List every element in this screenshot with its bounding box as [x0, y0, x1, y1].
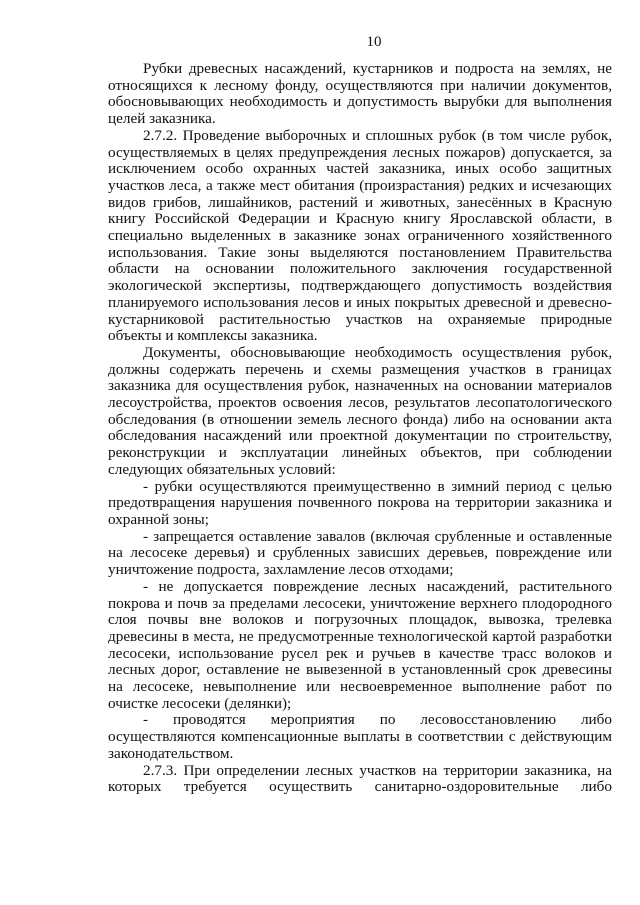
- list-item-no-damage: - не допускается повреждение лесных насаждений, растительного покрова и почв за пределами лесосеки, уничтожение верхнего плодородного слоя почвы вне волоков и погрузочных площадок, вывозка, трелевка древесины в места, не предусмотренные технологической картой разработки лесосеки, использование русел рек и ручьев в качестве трасс волоков и лесных дорог, оставление не вывезенной в установленный срок древесины на лесосеке, невыполнение или несвоевременное выполнение работ по очистке лесосеки (делянки);: [108, 577, 612, 712]
- page-number: 10: [366, 34, 382, 50]
- paragraph-non-forest-felling: Рубки древесных насаждений, кустарников и подроста на землях, не относящихся к лесному фонду, осуществляются при наличии документов, обосновывающих необходимость и допустимость вырубки для выполнения целей заказника.: [108, 60, 612, 128]
- paragraph-felling-documents: Документы, обосновывающие необходимость осуществления рубок, должны содержать перечень и схемы размещения участков в границах заказника для осуществления рубок, назначенных на основании материалов лесоустройства, проектов освоения лесов, результатов лесопатологического обследования (в отношении земель лесного фонда) либо на основании акта обследования насаждений или проектной документации по строительству, реконструкции и эксплуатации линейных объектов, при соблюдении следующих обязательных условий:: [108, 343, 612, 478]
- paragraph-2-7-3: 2.7.3. При определении лесных участков на территории заказника, на которых требуется осуществить санитарно-оздоровительные либо: [108, 761, 612, 796]
- paragraph-2-7-2: 2.7.2. Проведение выборочных и сплошных рубок (в том числе рубок, осуществляемых в целях предупреждения лесных пожаров) допускается, за исключением особо охранных частей заказника, иных особо защитных участков леса, а также мест обитания (произрастания) редких и исчезающих видов грибов, лишайников, растений и животных, занесённых в Красную книгу Российской Федерации и Красную книгу Ярославской области, в специально выделенных в заказнике зонах ограниченного хозяйственного использования. Такие зоны выделяются постановлением Правительства области на основании положительного заключения государственной экологической экспертизы, подтверждающего допустимость воздействия планируемого использования лесов и иных покрытых древесной и древесно-кустарниковой растительностью участков на охраняемые природные объекты и комплексы заказника.: [108, 126, 612, 345]
- list-item-winter-felling: - рубки осуществляются преимущественно в зимний период с целью предотвращения нарушения почвенного покрова на территории заказника и охранной зоны;: [108, 477, 612, 528]
- list-item-reforestation: - проводятся мероприятия по лесовосстановлению либо осуществляются компенсационные выплаты в соответствии с действующим законодательством.: [108, 711, 612, 762]
- document-page: [108, 34, 612, 796]
- list-item-no-debris: - запрещается оставление завалов (включая срубленные и оставленные на лесосеке деревья) и срубленных зависших деревьев, повреждение или уничтожение подроста, захламление лесов отходами;: [108, 527, 612, 579]
